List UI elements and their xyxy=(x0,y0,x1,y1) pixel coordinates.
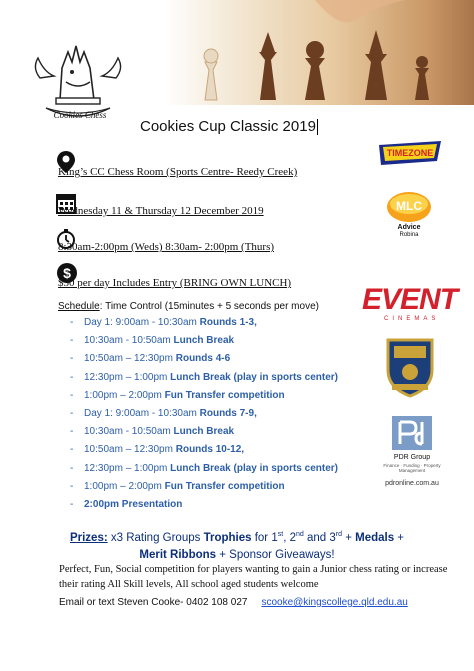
pdr-group-logo xyxy=(372,416,452,492)
event-title: Cookies Cup Classic 2019 xyxy=(140,118,316,135)
description-text: Perfect, Fun, Social competition for players wanting to gain a Junior chess rating or increase their rating All Skill levels, All school aged students welcome xyxy=(59,564,448,590)
schedule-row: - Day 1: 9:00am - 10:30am Rounds 7-9, xyxy=(70,408,257,419)
pdr-name: PDR Group xyxy=(393,454,431,461)
timezone-logo xyxy=(377,139,443,167)
schedule-row: - 10:50am – 12:30pm Rounds 4-6 xyxy=(70,353,231,365)
logo-text: Cookies Chess xyxy=(53,110,107,120)
mlc-place: Robina xyxy=(399,232,419,238)
kings-college-crest xyxy=(384,336,436,398)
schedule-row: - 2:00pm Presentation xyxy=(70,499,183,510)
prizes-section: Prizes: x3 Rating Groups Trophies for 1st, 2nd and 3rd + Medals + Merit Ribbons + Sponsor Giveaways! xyxy=(69,531,405,561)
cost-text: $30 per day Includes Entry (BRING OWN LUNCH) xyxy=(58,277,292,289)
schedule-row: - 10:50am – 12:30pm Rounds 10-12, xyxy=(70,444,245,456)
schedule-row: - 1:00pm – 2:00pm Fun Transfer competition xyxy=(70,389,285,401)
email-link[interactable]: scooke@kingscollege.qld.edu.au xyxy=(261,597,408,608)
contact-line: Email or text Steven Cooke- 0402 108 027 scooke@kingscollege.qld.edu.au xyxy=(59,597,408,608)
schedule-header: Schedule: Time Control (15minutes + 5 seconds per move) xyxy=(58,301,319,312)
pdr-url: pdronline.com.au xyxy=(385,480,439,487)
event-cinemas-logo xyxy=(362,283,458,325)
timezone-logo-text: TIMEZONE xyxy=(386,148,434,158)
chess-pieces-photo xyxy=(165,0,474,105)
schedule-row: - 10:30am - 10:50am Lunch Break xyxy=(70,335,235,347)
event-logo-text: EVENT xyxy=(362,283,458,316)
mlc-logo-text: MLC xyxy=(396,199,422,213)
location-text: King’s CC Chess Room (Sports Centre- Reedy Creek) xyxy=(58,166,298,178)
mlc-logo xyxy=(380,190,438,240)
schedule-row: - 12:30pm – 1:00pm Lunch Break (play in sports center) xyxy=(70,371,338,383)
svg-text:$: $ xyxy=(63,265,71,281)
schedule-row: - 12:30pm – 1:00pm Lunch Break (play in sports center) xyxy=(70,462,338,474)
times-text: 8:30am-2:00pm (Weds) 8:30am- 2:00pm (Thurs) xyxy=(58,241,275,253)
schedule-row: - 10:30am - 10:50am Lunch Break xyxy=(70,426,235,438)
event-logo-sub: CINEMAS xyxy=(384,316,440,322)
mlc-advice: Advice xyxy=(397,224,421,231)
schedule-row: - Day 1: 9:00am - 10:30am Rounds 1-3, xyxy=(70,317,257,328)
cookies-chess-logo xyxy=(30,38,126,130)
dates-text: Wednesday 11 & Thursday 12 December 2019 xyxy=(58,205,264,217)
schedule-row: - 1:00pm – 2:00pm Fun Transfer competition xyxy=(70,480,285,492)
pdr-sub: Finance · Funding · Property Management xyxy=(383,463,441,473)
